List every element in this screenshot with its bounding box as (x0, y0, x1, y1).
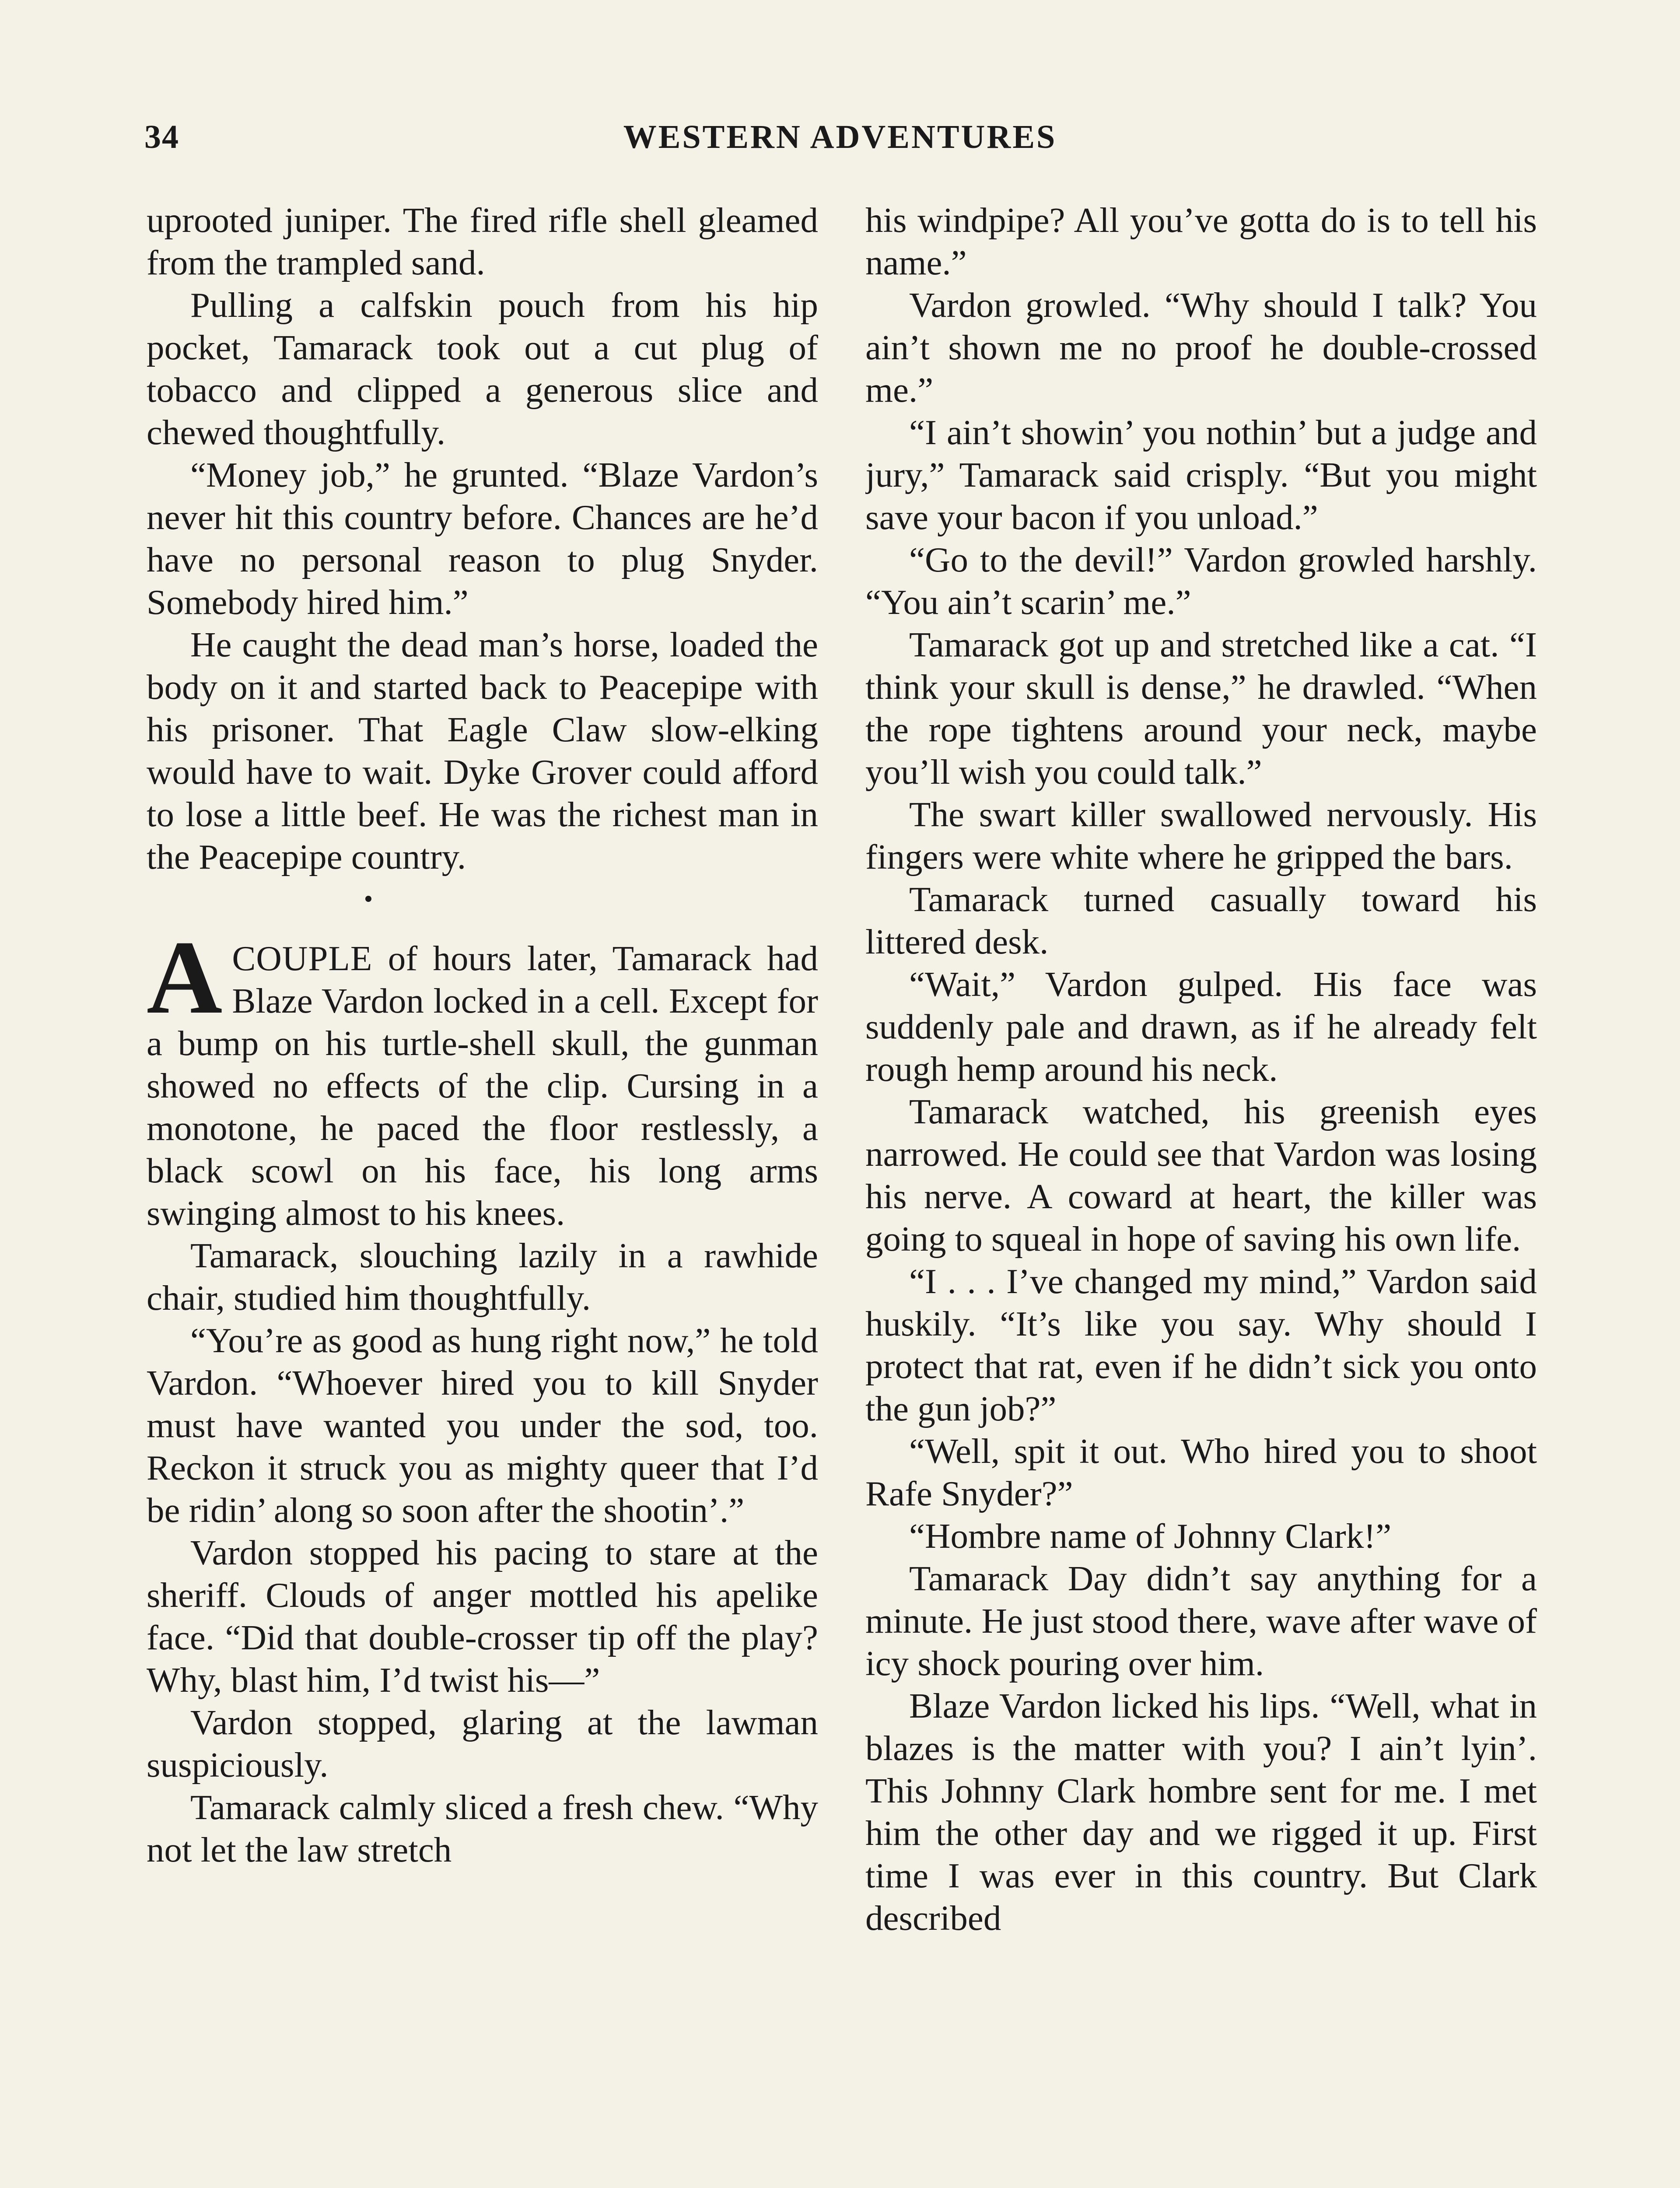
page-number: 34 (144, 119, 179, 155)
paragraph: Vardon stopped his pacing to stare at the sheriff. Clouds of anger mottled his apelike face. “Did that double-crosser tip off the play? Why, blast him, I’d twist his—” (147, 1533, 818, 1700)
paragraph: Tamarack turned casually toward his littered desk. (865, 880, 1537, 961)
paragraph: Tamarack, slouching lazily in a rawhide chair, studied him thoughtfully. (147, 1236, 818, 1318)
paragraph: Tamarack watched, his greenish eyes narrowed. He could see that Vardon was losing his nerve. A coward at heart, the killer was going to squeal in hope of saving his own life. (865, 1092, 1537, 1259)
paragraph: “You’re as good as hung right now,” he told Vardon. “Whoever hired you to kill Snyder must have wanted you under the sod, too. Reckon it struck you as mighty queer that I’d be ridin’ along so soon after the shootin’.” (147, 1321, 818, 1530)
paragraph: He caught the dead man’s horse, loaded the body on it and started back to Peacepipe with his prisoner. That Eagle Claw slow-elking would have to wait. Dyke Grover could afford to lose a little beef. He was the richest man in the Peacepipe country. (147, 625, 818, 877)
paragraph: Vardon stopped, glaring at the lawman suspiciously. (147, 1703, 818, 1785)
paragraph: Blaze Vardon licked his lips. “Well, what in blazes is the matter with you? I ain’t lyin’. This Johnny Clark hombre sent for me. I met him the other day and we rigged it up. First time I was ever in this country. But Clark described (865, 1686, 1537, 1938)
paragraph: “Money job,” he grunted. “Blaze Vardon’s never hit this country before. Chances are he’d have no personal reason to plug Snyder. Somebody hired him.” (147, 455, 818, 622)
section-break (147, 878, 818, 937)
running-title: WESTERN ADVENTURES (623, 119, 1057, 155)
dropcap-lead: COUPLE (232, 939, 373, 978)
paragraph: “Wait,” Vardon gulped. His face was suddenly pale and drawn, as if he already felt rough hemp around his neck. (865, 964, 1537, 1089)
paragraph: Tamarack got up and stretched like a cat. “I think your skull is dense,” he drawled. “When the rope tightens around your neck, maybe you’ll wish you could talk.” (865, 625, 1537, 792)
paragraph: Tamarack Day didn’t say anything for a minute. He just stood there, wave after wave of icy shock pouring over him. (865, 1559, 1537, 1683)
dropcap-body: of hours later, Tamarack had Blaze Vardon locked in a cell. Except for a bump on his turtle-shell skull, the gunman showed no effects of the clip. Cursing in a monotone, he paced the floor restlessly, a black scowl on his face, his long arms swinging almost to his knees. (147, 939, 818, 1233)
paragraph: his windpipe? All you’ve gotta do is to tell his name.” (865, 200, 1537, 282)
paragraph: Pulling a calfskin pouch from his hip pocket, Tamarack took out a cut plug of tobacco and clipped a generous slice and chewed thoughtfully. (147, 285, 818, 452)
paragraph: “Well, spit it out. Who hired you to shoot Rafe Snyder?” (865, 1431, 1537, 1513)
right-column (865, 199, 1537, 2188)
paragraph: uprooted juniper. The fired rifle shell gleamed from the trampled sand. (147, 200, 818, 282)
paragraph: “Hombre name of Johnny Clark!” (909, 1516, 1392, 1556)
page-header (144, 118, 1536, 166)
section-break-dot (365, 896, 371, 902)
paragraph: “Go to the devil!” Vardon growled harshly. “You ain’t scarin’ me.” (865, 540, 1537, 622)
dropcap-paragraph (147, 919, 818, 1234)
paragraph: “I ain’t showin’ you nothin’ but a judge and jury,” Tamarack said crisply. “But you might save your bacon if you unload.” (865, 413, 1537, 537)
paragraph: “I . . . I’ve changed my mind,” Vardon said huskily. “It’s like you say. Why should I protect that rat, even if he didn’t sick you onto the gun job?” (865, 1262, 1537, 1428)
paragraph: Vardon growled. “Why should I talk? You ain’t shown me no proof he double-crossed me.” (865, 285, 1537, 410)
paragraph: The swart killer swallowed nervously. His fingers were white where he gripped the bars. (865, 795, 1537, 877)
drop-cap: A (147, 919, 223, 1035)
paragraph: Tamarack calmly sliced a fresh chew. “Why not let the law stretch (147, 1788, 818, 1869)
left-column (147, 199, 818, 2188)
